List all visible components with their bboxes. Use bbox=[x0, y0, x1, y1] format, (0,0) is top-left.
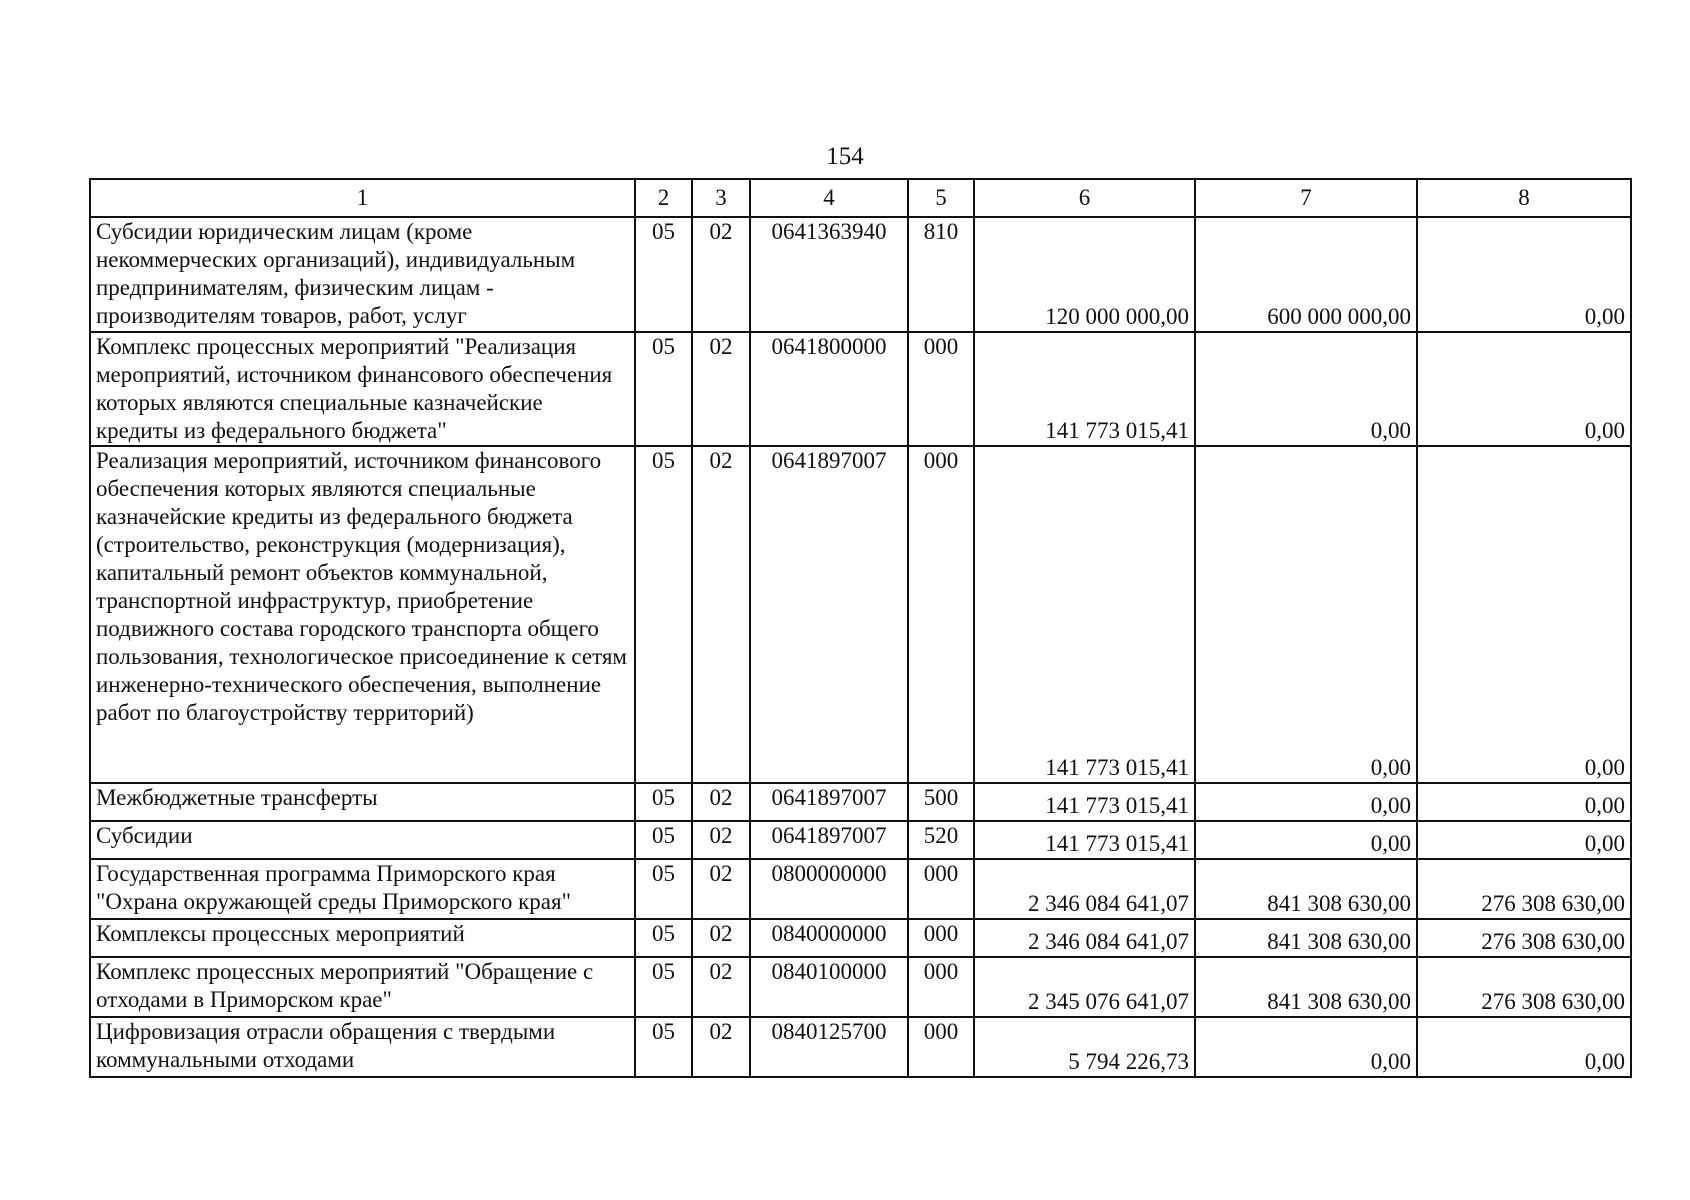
target-code: 0641897007 bbox=[750, 783, 908, 821]
target-code: 0800000000 bbox=[750, 859, 908, 919]
target-code: 0840100000 bbox=[750, 957, 908, 1017]
subsection-code: 02 bbox=[692, 217, 750, 332]
table-row bbox=[90, 446, 1631, 783]
section-code: 05 bbox=[635, 1017, 692, 1077]
amount-col-6: 120 000 000,00 bbox=[974, 217, 1195, 332]
row-name: Субсидии юридическим лицам (кроме некоммерческих организаций), индивидуальным предпринимателям, физическим лицам - производителям товаров, работ, услуг bbox=[90, 217, 635, 332]
target-code: 0840000000 bbox=[750, 919, 908, 957]
subsection-code: 02 bbox=[692, 783, 750, 821]
expense-type-code: 000 bbox=[908, 446, 974, 783]
column-header-5: 5 bbox=[908, 179, 974, 217]
amount-col-7: 0,00 bbox=[1195, 783, 1417, 821]
column-header-1: 1 bbox=[90, 179, 635, 217]
amount-col-6: 141 773 015,41 bbox=[974, 332, 1195, 446]
amount-col-8: 276 308 630,00 bbox=[1417, 859, 1631, 919]
expense-type-code: 000 bbox=[908, 859, 974, 919]
section-code: 05 bbox=[635, 859, 692, 919]
section-code: 05 bbox=[635, 446, 692, 783]
amount-col-7: 600 000 000,00 bbox=[1195, 217, 1417, 332]
section-code: 05 bbox=[635, 821, 692, 859]
header-row bbox=[90, 179, 1631, 217]
amount-col-8: 276 308 630,00 bbox=[1417, 919, 1631, 957]
subsection-code: 02 bbox=[692, 446, 750, 783]
amount-col-7: 0,00 bbox=[1195, 1017, 1417, 1077]
table-row bbox=[90, 919, 1631, 957]
expense-type-code: 500 bbox=[908, 783, 974, 821]
amount-col-6: 141 773 015,41 bbox=[974, 821, 1195, 859]
amount-col-7: 0,00 bbox=[1195, 446, 1417, 783]
table-row bbox=[90, 859, 1631, 919]
target-code: 0840125700 bbox=[750, 1017, 908, 1077]
expense-type-code: 520 bbox=[908, 821, 974, 859]
amount-col-8: 276 308 630,00 bbox=[1417, 957, 1631, 1017]
table-row bbox=[90, 821, 1631, 859]
subsection-code: 02 bbox=[692, 957, 750, 1017]
target-code: 0641363940 bbox=[750, 217, 908, 332]
amount-col-6: 141 773 015,41 bbox=[974, 783, 1195, 821]
subsection-code: 02 bbox=[692, 919, 750, 957]
amount-col-6: 2 346 084 641,07 bbox=[974, 919, 1195, 957]
amount-col-8: 0,00 bbox=[1417, 332, 1631, 446]
section-code: 05 bbox=[635, 217, 692, 332]
expense-type-code: 000 bbox=[908, 1017, 974, 1077]
amount-col-7: 841 308 630,00 bbox=[1195, 859, 1417, 919]
amount-col-7: 0,00 bbox=[1195, 332, 1417, 446]
section-code: 05 bbox=[635, 332, 692, 446]
row-name: Цифровизация отрасли обращения с твердыми коммунальными отходами bbox=[90, 1017, 635, 1077]
amount-col-8: 0,00 bbox=[1417, 783, 1631, 821]
section-code: 05 bbox=[635, 919, 692, 957]
column-header-3: 3 bbox=[692, 179, 750, 217]
row-name: Комплексы процессных мероприятий bbox=[90, 919, 635, 957]
amount-col-6: 5 794 226,73 bbox=[974, 1017, 1195, 1077]
subsection-code: 02 bbox=[692, 821, 750, 859]
expense-type-code: 000 bbox=[908, 332, 974, 446]
table-row bbox=[90, 217, 1631, 332]
amount-col-6: 141 773 015,41 bbox=[974, 446, 1195, 783]
subsection-code: 02 bbox=[692, 859, 750, 919]
page-number: 154 bbox=[826, 143, 864, 170]
amount-col-6: 2 346 084 641,07 bbox=[974, 859, 1195, 919]
section-code: 05 bbox=[635, 783, 692, 821]
table-row bbox=[90, 957, 1631, 1017]
expense-type-code: 000 bbox=[908, 957, 974, 1017]
subsection-code: 02 bbox=[692, 1017, 750, 1077]
amount-col-6: 2 345 076 641,07 bbox=[974, 957, 1195, 1017]
amount-col-7: 841 308 630,00 bbox=[1195, 957, 1417, 1017]
expense-type-code: 810 bbox=[908, 217, 974, 332]
row-name: Комплекс процессных мероприятий "Реализация мероприятий, источником финансового обеспечения которых являются специальные казначейские кредиты из федерального бюджета" bbox=[90, 332, 635, 446]
column-header-4: 4 bbox=[750, 179, 908, 217]
amount-col-7: 0,00 bbox=[1195, 821, 1417, 859]
table-row bbox=[90, 1017, 1631, 1077]
table-row bbox=[90, 332, 1631, 446]
amount-col-8: 0,00 bbox=[1417, 821, 1631, 859]
row-name: Реализация мероприятий, источником финансового обеспечения которых являются специальные казначейские кредиты из федерального бюджета (строительство, реконструкция (модернизация), капитальный ремонт объектов коммунальной, транспортной инфраструктур, приобретение подвижного состава городского транспорта общего пользования, технологическое присоединение к сетям инженерно-технического обеспечения, выполнение работ по благоустройству территорий) bbox=[90, 446, 635, 783]
budget-table bbox=[89, 178, 1632, 1078]
subsection-code: 02 bbox=[692, 332, 750, 446]
row-name: Межбюджетные трансферты bbox=[90, 783, 635, 821]
column-header-6: 6 bbox=[974, 179, 1195, 217]
amount-col-8: 0,00 bbox=[1417, 1017, 1631, 1077]
section-code: 05 bbox=[635, 957, 692, 1017]
target-code: 0641897007 bbox=[750, 821, 908, 859]
column-header-2: 2 bbox=[635, 179, 692, 217]
row-name: Государственная программа Приморского края "Охрана окружающей среды Приморского края" bbox=[90, 859, 635, 919]
column-header-8: 8 bbox=[1417, 179, 1631, 217]
expense-type-code: 000 bbox=[908, 919, 974, 957]
amount-col-8: 0,00 bbox=[1417, 217, 1631, 332]
row-name: Субсидии bbox=[90, 821, 635, 859]
target-code: 0641800000 bbox=[750, 332, 908, 446]
amount-col-7: 841 308 630,00 bbox=[1195, 919, 1417, 957]
target-code: 0641897007 bbox=[750, 446, 908, 783]
column-header-7: 7 bbox=[1195, 179, 1417, 217]
row-name: Комплекс процессных мероприятий "Обращение с отходами в Приморском крае" bbox=[90, 957, 635, 1017]
table-row bbox=[90, 783, 1631, 821]
amount-col-8: 0,00 bbox=[1417, 446, 1631, 783]
